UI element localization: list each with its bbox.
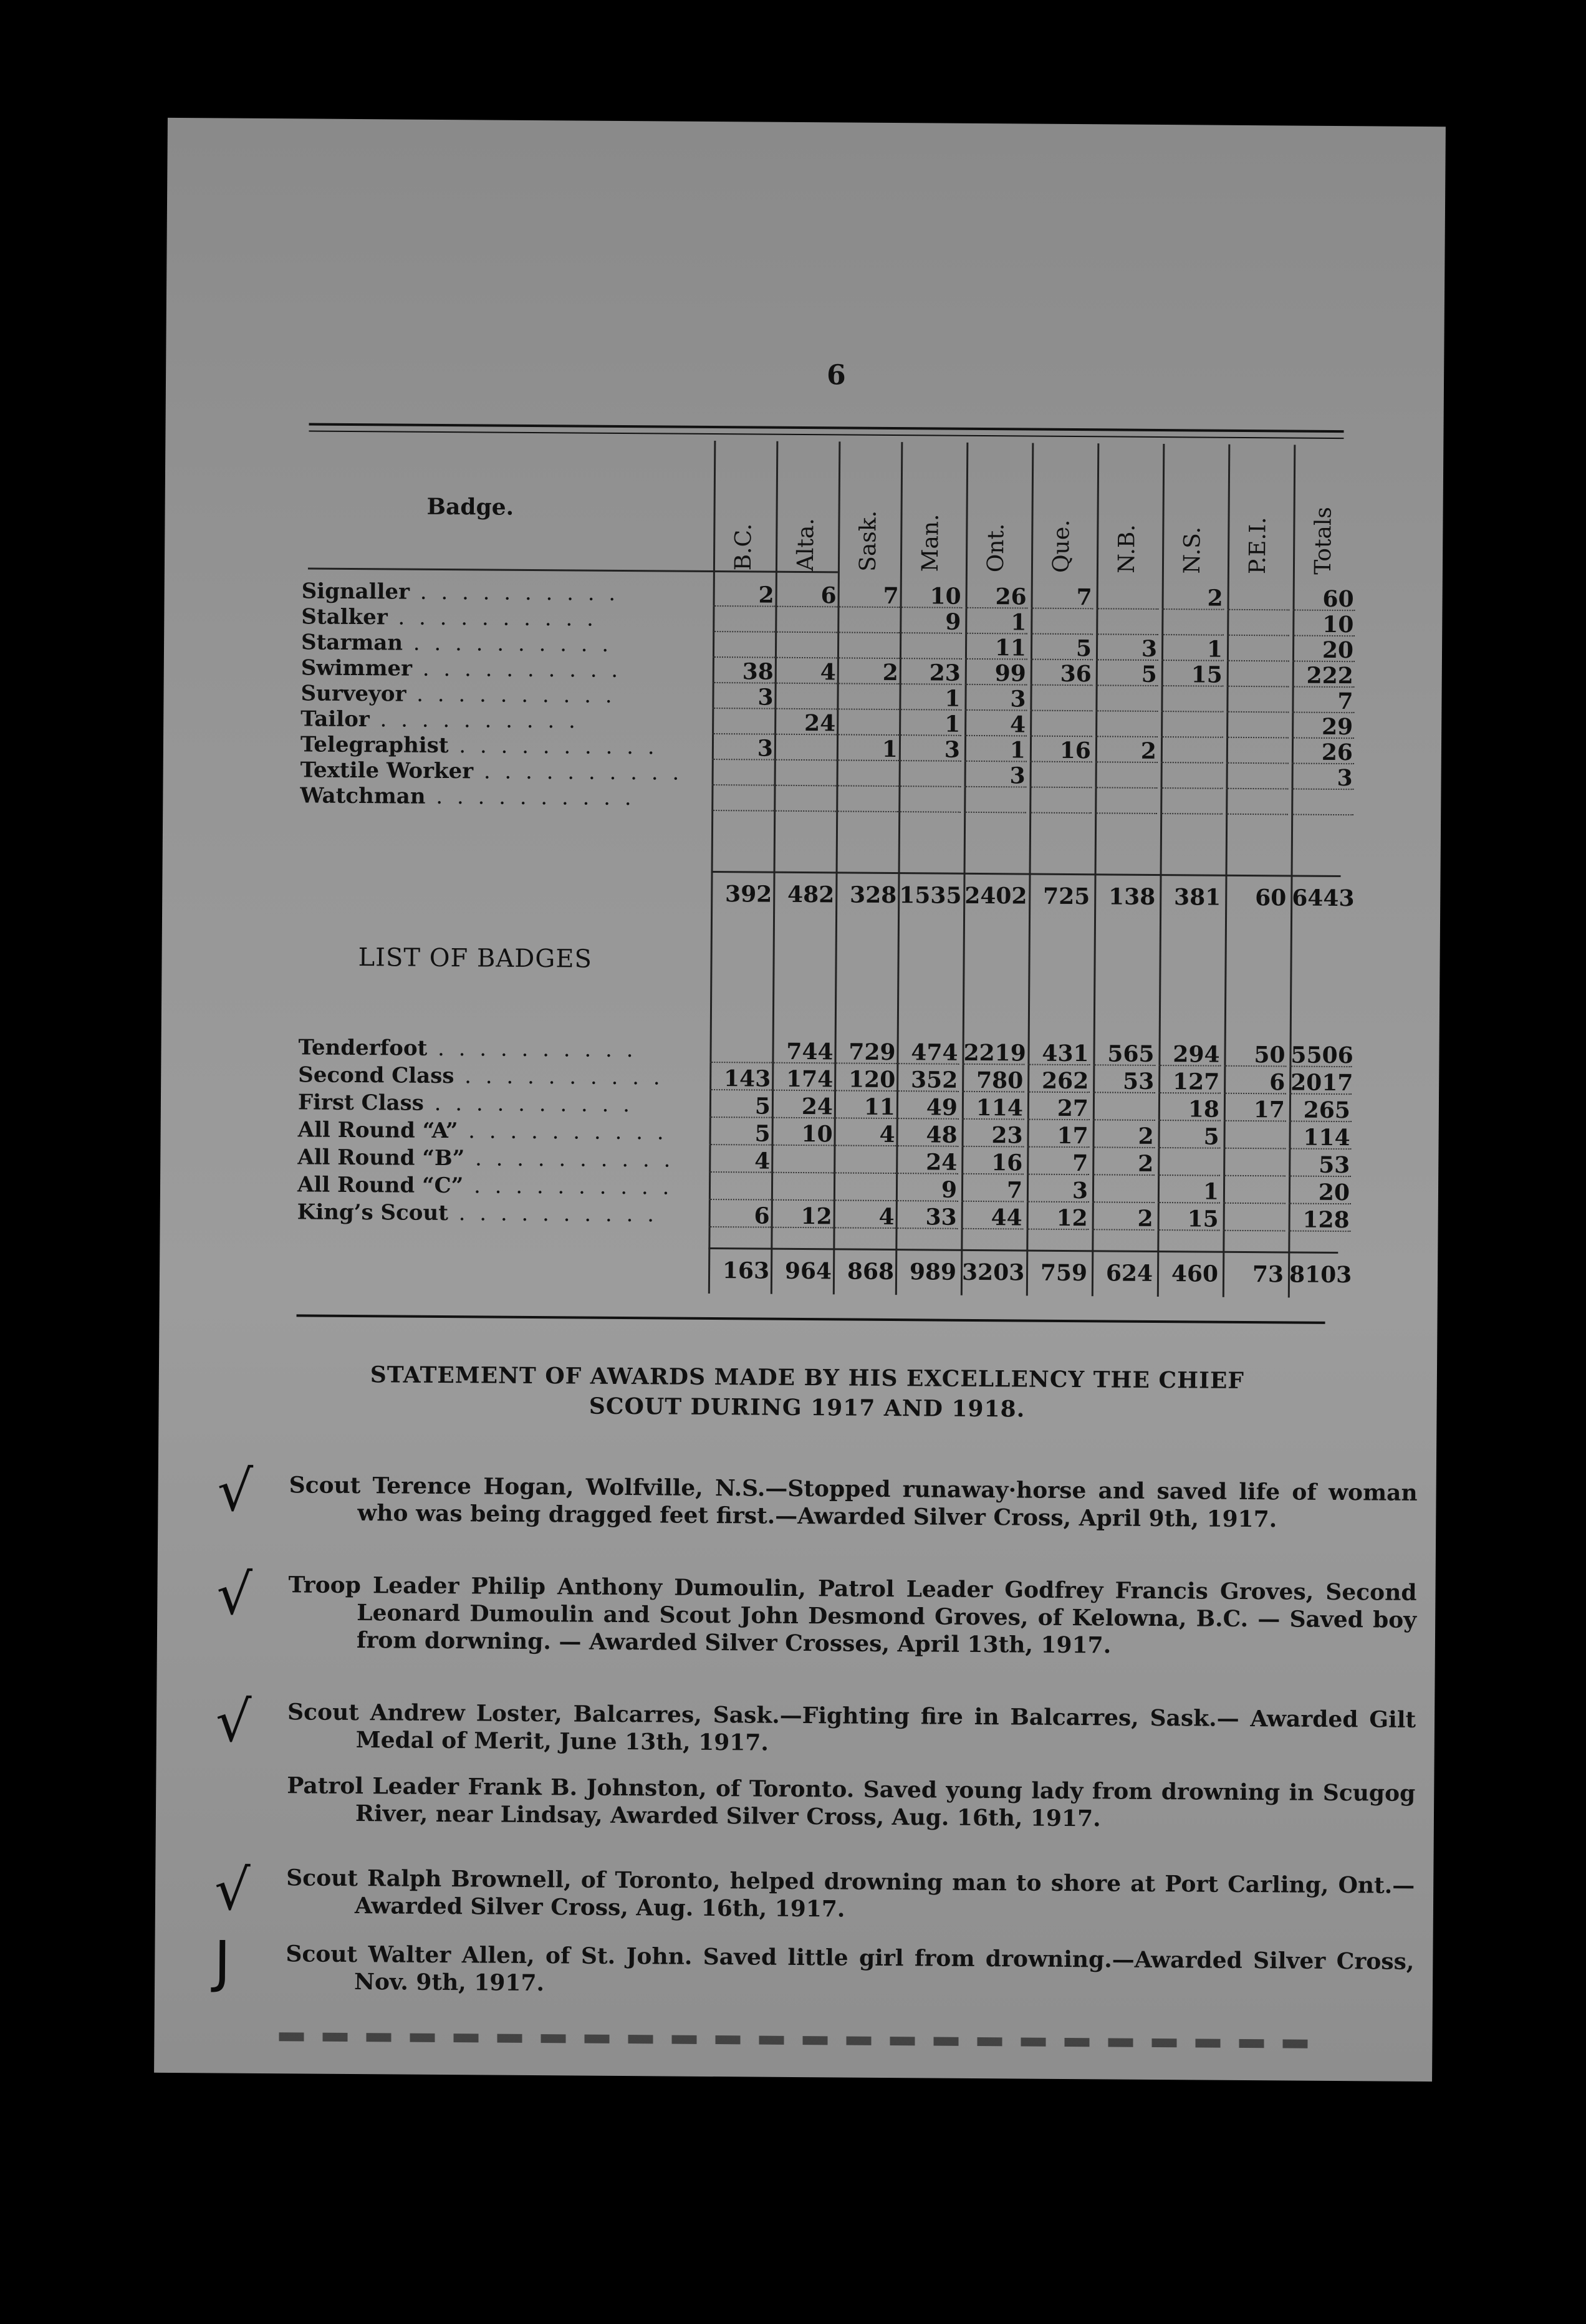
- cell-dotted-rule: [713, 631, 775, 633]
- row-label: [298, 1090, 633, 1117]
- table-cell: [776, 761, 835, 762]
- table-cell: 4: [879, 1121, 895, 1148]
- table-cell: 1: [882, 736, 898, 763]
- cell-dotted-rule: [1029, 812, 1092, 814]
- column-header: Ont.: [983, 523, 1009, 573]
- table-cell: [839, 633, 898, 634]
- table-cell: 18: [1188, 1096, 1220, 1123]
- cell-dotted-rule: [1093, 1119, 1155, 1121]
- table-cell: 3: [1010, 686, 1026, 713]
- awards-heading-line-2: SCOUT DURING 1917 AND 1918.: [589, 1393, 1026, 1423]
- leader-dots: . . . . . . . . . .: [464, 1146, 675, 1173]
- row-label: [298, 1117, 668, 1145]
- table-cell: [1228, 636, 1288, 637]
- cell-dotted-rule: [836, 810, 898, 812]
- table-cell: 20: [1318, 1179, 1350, 1206]
- row-label-text: Tenderfoot: [298, 1035, 428, 1061]
- column-divider: [771, 441, 779, 1294]
- row-label-text: Signaller: [301, 579, 410, 605]
- leader-dots: . . . . . . . . . .: [458, 1118, 668, 1145]
- column-header: Totals: [1310, 506, 1337, 575]
- table-cell: [1228, 713, 1287, 714]
- table-cell: 7: [1076, 584, 1092, 611]
- row-label: [300, 757, 683, 785]
- table-cell: 120: [848, 1066, 896, 1093]
- table-cell: [1094, 1095, 1154, 1096]
- cell-dotted-rule: [1226, 711, 1289, 713]
- totals-rule: [711, 871, 1341, 877]
- top-rule-thin: [309, 430, 1343, 439]
- table-cell: 4: [820, 659, 836, 686]
- leader-dots: . . . . . . . . . .: [402, 630, 613, 657]
- table-cell: 3: [1141, 635, 1158, 662]
- table-cell: 780: [976, 1067, 1024, 1094]
- subtotal-cell: 482: [787, 881, 835, 908]
- cell-dotted-rule: [709, 1199, 771, 1201]
- table-cell: 15: [1191, 661, 1223, 688]
- table-cell: 474: [911, 1039, 958, 1066]
- leader-dots: . . . . . . . . . .: [463, 1173, 673, 1200]
- cell-dotted-rule: [1227, 635, 1289, 636]
- column-header: Man.: [917, 514, 944, 572]
- cell-dotted-rule: [1161, 762, 1223, 764]
- row-label-text: Textile Worker: [300, 757, 474, 784]
- table-cell: 5: [754, 1093, 771, 1120]
- table-cell: 1: [944, 711, 961, 737]
- table-cell: [1162, 738, 1222, 739]
- subtotal-cell: 381: [1173, 884, 1221, 911]
- table-cell: [1161, 789, 1221, 790]
- row-label-text: Tailor: [300, 706, 370, 732]
- cell-dotted-rule: [899, 785, 961, 787]
- cell-dotted-rule: [712, 784, 774, 786]
- table-cell: 262: [1041, 1067, 1089, 1095]
- row-label: [301, 655, 622, 683]
- handwritten-check-mark: √: [216, 1562, 253, 1628]
- table-cell: 294: [1173, 1041, 1220, 1068]
- subtotal-cell: 60: [1255, 885, 1287, 911]
- table-cell: 143: [723, 1065, 771, 1092]
- cell-dotted-rule: [837, 785, 899, 787]
- table-cell: [1228, 611, 1288, 612]
- table-cell: 50: [1254, 1042, 1286, 1068]
- cell-dotted-rule: [709, 1062, 772, 1064]
- table-cell: 10: [930, 583, 961, 610]
- row-label: [301, 604, 597, 631]
- table-cell: 38: [742, 658, 774, 685]
- table-cell: 24: [926, 1149, 958, 1176]
- table-cell: 4: [878, 1203, 895, 1231]
- table-cell: 6: [1269, 1069, 1286, 1096]
- table-cell: [1031, 712, 1091, 713]
- row-label: [300, 783, 635, 810]
- badge-column-header: Badge.: [426, 493, 514, 521]
- table-cell: 114: [976, 1094, 1024, 1121]
- table-cell: 99: [994, 660, 1026, 687]
- cell-dotted-rule: [711, 810, 774, 812]
- row-label: [300, 732, 658, 759]
- row-label-text: Swimmer: [300, 655, 413, 681]
- table-cell: 2: [1140, 737, 1157, 764]
- table-cell: 2219: [963, 1039, 1026, 1067]
- table-cell: 265: [1303, 1097, 1351, 1124]
- leader-dots: . . . . . . . . . .: [369, 707, 580, 734]
- subtotal-cell: 624: [1105, 1260, 1153, 1287]
- subtotal-cell: 138: [1108, 883, 1156, 910]
- row-label: [297, 1145, 674, 1172]
- table-cell: 60: [1322, 585, 1354, 613]
- cell-dotted-rule: [1291, 814, 1353, 815]
- table-cell: 33: [925, 1204, 957, 1231]
- cell-dotted-rule: [1227, 686, 1289, 688]
- subtotal-cell: 868: [847, 1258, 895, 1285]
- cell-dotted-rule: [837, 708, 899, 710]
- table-cell: 2: [1138, 1123, 1154, 1150]
- badge-table: [168, 118, 1446, 127]
- cell-dotted-rule: [1030, 787, 1092, 789]
- table-cell: 24: [804, 710, 836, 737]
- row-label-text: All Round “B”: [297, 1145, 465, 1171]
- table-cell: 11: [994, 635, 1027, 661]
- table-cell: 17: [1253, 1097, 1286, 1123]
- table-cell: 48: [926, 1121, 958, 1148]
- subtotal-cell: 989: [909, 1259, 957, 1285]
- cell-dotted-rule: [1223, 1203, 1286, 1204]
- table-cell: 2: [1138, 1150, 1154, 1177]
- table-cell: 3: [757, 684, 774, 711]
- table-cell: 1: [1009, 737, 1026, 764]
- table-cell: 3: [1009, 762, 1026, 789]
- table-cell: 10: [1322, 611, 1354, 638]
- subtotal-cell: 8103: [1289, 1261, 1352, 1289]
- table-cell: 9: [941, 1176, 958, 1203]
- table-cell: 24: [801, 1093, 834, 1120]
- row-label-text: All Round “A”: [297, 1117, 458, 1144]
- table-cell: 2: [758, 582, 774, 608]
- column-header: P.E.I.: [1244, 517, 1271, 575]
- row-label-text: Surveyor: [300, 681, 406, 707]
- cell-dotted-rule: [1226, 788, 1288, 790]
- table-cell: [900, 787, 960, 788]
- document-page: [154, 118, 1446, 2082]
- page-number: 6: [826, 359, 846, 391]
- row-label: [298, 1062, 664, 1090]
- row-label-text: First Class: [297, 1090, 425, 1116]
- table-cell: 4: [1009, 711, 1026, 738]
- leader-dots: . . . . . . . . . .: [406, 681, 616, 708]
- table-cell: 23: [991, 1122, 1023, 1149]
- subtotal-cell: 392: [724, 881, 772, 908]
- table-cell: [835, 1148, 895, 1149]
- column-divider: [1223, 444, 1231, 1297]
- cell-dotted-rule: [834, 1172, 896, 1174]
- row-label: [300, 706, 579, 733]
- table-cell: 1: [1011, 609, 1027, 636]
- cell-dotted-rule: [775, 631, 837, 633]
- cell-dotted-rule: [1227, 609, 1289, 611]
- table-cell: 5506: [1290, 1042, 1353, 1069]
- table-cell: [1098, 584, 1158, 585]
- table-cell: 12: [1056, 1204, 1088, 1232]
- leader-dots: . . . . . . . . . .: [425, 784, 635, 811]
- table-cell: 15: [1187, 1206, 1219, 1232]
- subtotal-cell: 2402: [964, 882, 1027, 910]
- table-cell: 7: [883, 582, 899, 610]
- table-cell: 7: [1337, 688, 1353, 715]
- cell-dotted-rule: [1226, 814, 1288, 815]
- bleed-through-line: [279, 2032, 1307, 2048]
- subtotal-cell: 460: [1171, 1260, 1219, 1287]
- award-entry: Scout Andrew Loster, Balcarres, Sask.—Fighting fire in Balcarres, Sask.— Awarded Gilt Medal of Merit, June 13th, 1917.: [287, 1699, 1416, 1756]
- column-divider: [833, 441, 841, 1294]
- table-cell: 49: [926, 1094, 958, 1121]
- table-cell: 1: [944, 685, 961, 712]
- cell-dotted-rule: [1226, 737, 1289, 739]
- leader-dots: . . . . . . . . . .: [427, 1035, 637, 1063]
- row-label: [302, 579, 620, 606]
- table-cell: 127: [1172, 1068, 1220, 1095]
- table-cell: [772, 1148, 832, 1149]
- leader-dots: . . . . . . . . . .: [411, 656, 622, 683]
- leader-dots: . . . . . . . . . .: [409, 579, 620, 606]
- table-cell: 1: [1206, 636, 1223, 663]
- subtotal-cell: 328: [849, 881, 897, 909]
- table-cell: 222: [1306, 662, 1353, 689]
- column-header: B.C.: [730, 523, 757, 571]
- table-cell: 26: [995, 583, 1027, 610]
- cell-dotted-rule: [1092, 1201, 1155, 1203]
- table-cell: 17: [1057, 1122, 1089, 1150]
- subtotal-cell: 725: [1042, 883, 1090, 910]
- table-cell: 16: [1059, 737, 1092, 764]
- leader-dots: . . . . . . . . . .: [448, 1201, 658, 1227]
- table-cell: [1225, 1124, 1285, 1125]
- leader-dots: . . . . . . . . . .: [454, 1064, 664, 1090]
- table-cell: 2: [1137, 1205, 1153, 1232]
- table-cell: 3: [757, 735, 774, 762]
- column-header: Alta.: [792, 518, 819, 572]
- cell-dotted-rule: [1161, 736, 1223, 738]
- awards-list: [168, 118, 1446, 127]
- awards-heading: [277, 1359, 1337, 1426]
- table-cell: 53: [1319, 1151, 1350, 1179]
- table-cell: 7: [1072, 1150, 1089, 1177]
- row-label-text: Starman: [300, 630, 403, 656]
- table-cell: [838, 710, 898, 711]
- row-label: [300, 681, 615, 708]
- handwritten-check-mark: J: [213, 1929, 231, 1995]
- row-label: [297, 1199, 658, 1227]
- cell-dotted-rule: [774, 759, 837, 761]
- table-cell: 114: [1303, 1124, 1350, 1151]
- table-cell: [713, 786, 773, 787]
- row-label-text: Second Class: [298, 1062, 454, 1089]
- cell-dotted-rule: [898, 811, 961, 813]
- table-cell: 36: [1060, 660, 1092, 688]
- row-label: [297, 1172, 673, 1199]
- table-cell: [776, 633, 836, 634]
- table-cell: 744: [786, 1038, 834, 1065]
- handwritten-check-mark: √: [215, 1689, 252, 1755]
- column-header: Sask.: [855, 510, 882, 572]
- cell-dotted-rule: [964, 812, 1026, 814]
- bottom-rule: [297, 1314, 1325, 1324]
- award-entry: Scout Terence Hogan, Wolfville, N.S.—Stopped runaway·horse and saved life of woman who was being dragged feet first.—Awarded Silver Cross, April 9th, 1917.: [289, 1472, 1418, 1533]
- table-cell: [710, 1175, 770, 1176]
- table-cell: [1224, 1151, 1284, 1152]
- cell-dotted-rule: [1161, 711, 1223, 713]
- table-cell: 26: [1321, 739, 1353, 766]
- row-label-text: All Round “C”: [297, 1172, 464, 1199]
- award-entry: Troop Leader Philip Anthony Dumoulin, Patrol Leader Godfrey Francis Groves, Second Leonard Dumoulin and Scout John Desmond Groves, of Kelowna, B.C. — Saved boy from dorwning. — Awarded Silver Crosses, April 13th, 1917.: [288, 1572, 1417, 1659]
- table-cell: 565: [1107, 1040, 1155, 1067]
- subtotal-cell: 1535: [899, 882, 962, 909]
- cell-dotted-rule: [1160, 787, 1223, 789]
- awards-heading-line-1: STATEMENT OF AWARDS MADE BY HIS EXCELLENCY THE CHIEF: [370, 1361, 1245, 1394]
- row-label: [301, 630, 612, 656]
- table-cell: 5: [1075, 635, 1092, 662]
- table-cell: 128: [1302, 1206, 1350, 1234]
- leader-dots: . . . . . . . . . .: [387, 605, 597, 631]
- cell-dotted-rule: [771, 1199, 834, 1201]
- table-cell: [711, 1038, 771, 1039]
- table-cell: [1224, 1206, 1284, 1207]
- table-cell: 10: [801, 1121, 833, 1148]
- leader-dots: . . . . . . . . . .: [448, 733, 658, 760]
- handwritten-check-mark: √: [214, 1857, 251, 1923]
- subtotal-cell: 3203: [961, 1259, 1025, 1286]
- table-cell: 3: [1072, 1178, 1089, 1204]
- award-entry: Patrol Leader Frank B. Johnston, of Toronto. Saved young lady from drowning in Scugog River, near Lindsay, Awarded Silver Cross, Aug. 16th, 1917.: [287, 1772, 1416, 1832]
- cell-dotted-rule: [1095, 787, 1158, 789]
- table-cell: [1228, 662, 1288, 663]
- cell-dotted-rule: [1160, 813, 1223, 815]
- table-cell: 11: [863, 1093, 896, 1121]
- table-cell: 174: [786, 1065, 834, 1093]
- award-entry: Scout Ralph Brownell, of Toronto, helped drowning man to shore at Port Carling, Ont.—Awarded Silver Cross, Aug. 16th, 1917.: [286, 1865, 1415, 1923]
- cell-dotted-rule: [771, 1172, 834, 1174]
- table-cell: 9: [945, 608, 961, 635]
- row-label: [298, 1035, 637, 1062]
- table-cell: 27: [1057, 1095, 1089, 1122]
- table-cell: 2: [1207, 585, 1223, 612]
- cell-dotted-rule: [834, 1199, 896, 1201]
- table-cell: [1229, 585, 1289, 586]
- column-header: N.S.: [1179, 526, 1206, 574]
- row-label-text: Telegraphist: [300, 732, 449, 759]
- header-underline: [308, 567, 838, 573]
- row-label-text: Stalker: [301, 604, 388, 630]
- cell-dotted-rule: [1030, 710, 1092, 712]
- totals-rule: [708, 1247, 1338, 1254]
- leader-dots: . . . . . . . . . .: [473, 759, 683, 785]
- table-cell: 352: [910, 1067, 958, 1093]
- cell-dotted-rule: [1158, 1174, 1220, 1176]
- award-entry: Scout Walter Allen, of St. John. Saved little girl from drowning.—Awarded Silver Cross, Nov. 9th, 1917.: [286, 1941, 1415, 1997]
- table-cell: 3: [1337, 765, 1353, 792]
- table-cell: 431: [1042, 1040, 1089, 1067]
- table-cell: 4: [754, 1148, 771, 1174]
- cell-dotted-rule: [1095, 812, 1157, 814]
- table-cell: 44: [991, 1204, 1022, 1231]
- column-divider: [1157, 444, 1165, 1297]
- cell-dotted-rule: [1097, 608, 1159, 610]
- leader-dots: . . . . . . . . . .: [423, 1090, 634, 1118]
- table-cell: 5: [1141, 661, 1157, 688]
- cell-dotted-rule: [837, 631, 900, 633]
- table-cell: 12: [800, 1203, 832, 1230]
- cell-dotted-rule: [774, 785, 837, 787]
- table-cell: [1228, 764, 1287, 765]
- table-cell: 6: [754, 1203, 770, 1229]
- cell-dotted-rule: [1223, 1148, 1286, 1150]
- subtotal-cell: 163: [722, 1257, 770, 1284]
- table-cell: 16: [991, 1150, 1023, 1176]
- table-cell: 53: [1122, 1068, 1155, 1095]
- column-header: Que.: [1048, 519, 1075, 574]
- table-cell: 3: [944, 736, 961, 763]
- subtotal-cell: 6443: [1292, 885, 1355, 912]
- cell-dotted-rule: [1223, 1175, 1286, 1177]
- cell-dotted-rule: [1223, 1230, 1286, 1232]
- table-cell: 23: [929, 660, 961, 686]
- table-cell: 1: [1203, 1178, 1219, 1205]
- cell-dotted-rule: [1226, 762, 1289, 764]
- table-cell: [1097, 712, 1156, 713]
- table-cell: 20: [1322, 636, 1354, 664]
- cell-dotted-rule: [1095, 710, 1158, 712]
- table-cell: 2: [882, 659, 898, 686]
- table-cell: 729: [848, 1039, 896, 1066]
- handwritten-check-mark: √: [217, 1458, 254, 1524]
- table-cell: 29: [1321, 713, 1353, 741]
- table-cell: 5: [1203, 1123, 1219, 1150]
- subtotal-cell: 73: [1252, 1261, 1284, 1288]
- table-cell: 5: [754, 1120, 771, 1147]
- row-label-text: Watchman: [300, 783, 426, 809]
- table-cell: 7: [1006, 1177, 1023, 1204]
- list-of-badges-title: LIST OF BADGES: [358, 943, 593, 974]
- cell-dotted-rule: [774, 810, 836, 812]
- table-cell: 2017: [1290, 1069, 1353, 1097]
- cell-dotted-rule: [1227, 660, 1289, 662]
- column-header: N.B.: [1113, 524, 1140, 574]
- table-cell: 6: [820, 582, 837, 609]
- row-label-text: King’s Scout: [297, 1199, 448, 1226]
- subtotal-cell: 964: [784, 1257, 832, 1285]
- subtotal-cell: 759: [1040, 1259, 1088, 1287]
